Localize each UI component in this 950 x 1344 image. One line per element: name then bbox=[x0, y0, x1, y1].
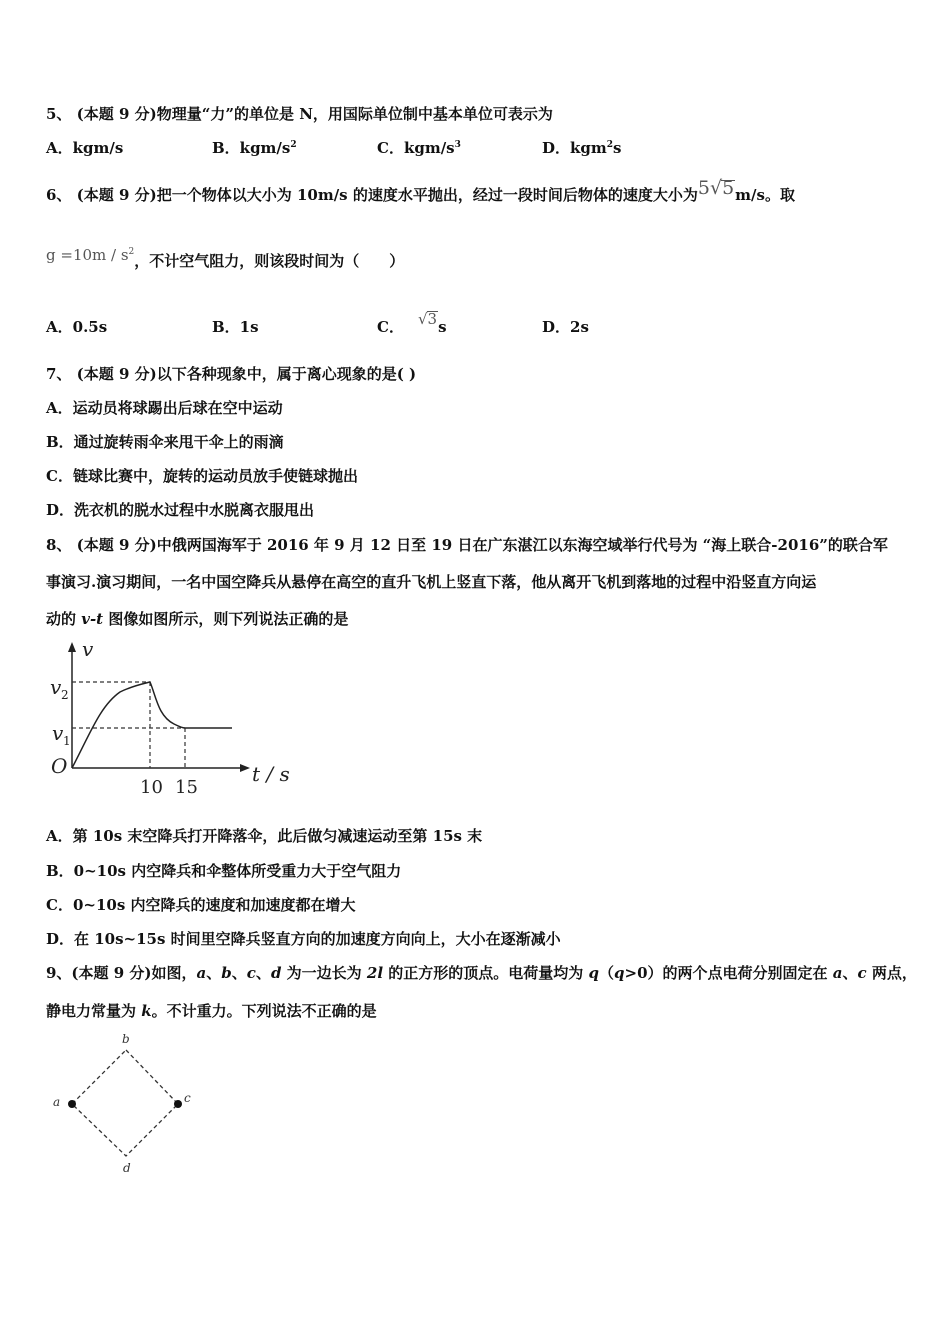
q6-sqrt-icon: √ bbox=[709, 177, 723, 199]
q5-option-d bbox=[542, 137, 621, 158]
q5-option-b-exponent: 2 bbox=[290, 140, 297, 150]
q9-label-a: a bbox=[53, 1095, 61, 1109]
q5-option-b bbox=[212, 137, 297, 158]
q9-label-b: b bbox=[122, 1032, 130, 1046]
q5-option-d-exponent: 2 bbox=[606, 140, 614, 150]
q6-speed-radicand: 5 bbox=[722, 177, 735, 199]
q9-label-c: c bbox=[184, 1091, 191, 1105]
q8-graph-tick-10: 10 bbox=[140, 777, 163, 798]
q8-graph-v1-subscript: 1 bbox=[63, 734, 71, 748]
q6-option-c-label: C． bbox=[377, 318, 404, 336]
q6-option-b: B．1s bbox=[212, 318, 259, 336]
q6-stem-line2-text: ，不计空气阻力，则该段时间为（ ） bbox=[134, 252, 405, 270]
q6-speed-coefficient: 5 bbox=[697, 177, 710, 199]
q6-stem-line2 bbox=[46, 246, 405, 271]
q8-graph-v2-subscript: 2 bbox=[61, 688, 69, 702]
q5-option-b-text: B．kgm/s bbox=[212, 139, 291, 157]
q7-stem: 7、 (本题 9 分)以下各种现象中，属于离心现象的是( ) bbox=[46, 365, 417, 383]
q9-stem-line2: 静电力常量为 k。不计重力。下列说法不正确的是 bbox=[46, 1002, 377, 1020]
q7-option-c: C．链球比赛中，旋转的运动员放手使链球抛出 bbox=[46, 467, 358, 485]
q7-option-b: B．通过旋转雨伞来甩干伞上的雨滴 bbox=[46, 433, 284, 451]
q6-stem bbox=[46, 177, 795, 205]
q6-option-d: D．2s bbox=[542, 318, 589, 336]
q6-option-c-unit: s bbox=[438, 318, 447, 336]
q6-option-c-sqrt-icon: √ bbox=[417, 310, 428, 328]
q6-stem-suffix: 。取 bbox=[764, 186, 795, 204]
q8-graph-y-label: v bbox=[82, 637, 94, 661]
q9-square-figure bbox=[44, 1028, 204, 1178]
q8-option-b: B．0~10s 内空降兵和伞整体所受重力大于空气阻力 bbox=[46, 862, 402, 880]
q6-option-c-radicand: 3 bbox=[427, 310, 438, 328]
q6-stem-text: 6、 (本题 9 分)把一个物体以大小为 10m/s 的速度水平抛出，经过一段时间后物体的速度大小为 bbox=[46, 186, 698, 204]
q5-stem: 5、 (本题 9 分)物理量“力”的单位是 N，用国际单位制中基本单位可表示为 bbox=[46, 105, 553, 123]
q8-graph-v1-label: v bbox=[52, 721, 64, 745]
q5-option-c-text: C．kgm/s bbox=[377, 139, 455, 157]
q6-option-a: A．0.5s bbox=[46, 318, 108, 336]
q6-option-c bbox=[377, 310, 447, 337]
q8-stem-line1: 8、 (本题 9 分)中俄两国海军于 2016 年 9 月 12 日至 19 日在广东湛江以东海空域举行代号为 “海上联合-2016”的联合军 bbox=[46, 536, 888, 554]
q8-graph-origin-label: O bbox=[51, 754, 68, 778]
q5-option-d-suffix: s bbox=[613, 139, 622, 157]
q8-option-d: D．在 10s~15s 时间里空降兵竖直方向的加速度方向向上，大小在逐渐减小 bbox=[46, 930, 561, 948]
q8-stem-line2: 事演习.演习期间，一名中国空降兵从悬停在高空的直升飞机上竖直下落，他从离开飞机到落地的过程中沿竖直方向运 bbox=[46, 573, 817, 591]
q8-graph-y-arrow-icon bbox=[68, 642, 76, 652]
q9-stem-line1: 9、(本题 9 分)如图，a、b、c、d 为一边长为 2l 的正方形的顶点。电荷量均为 q（q>0）的两个点电荷分别固定在 a、c 两点， bbox=[46, 964, 917, 982]
q7-option-d: D．洗衣机的脱水过程中水脱离衣服甩出 bbox=[46, 501, 315, 519]
q8-graph-v2-label: v bbox=[50, 675, 62, 699]
q8-stem-line3: 动的 v-t 图像如图所示，则下列说法正确的是 bbox=[46, 610, 349, 628]
q8-graph-x-label: t / s bbox=[252, 762, 290, 786]
q8-graph-x-arrow-icon bbox=[240, 764, 250, 772]
q8-graph-curve bbox=[72, 682, 232, 768]
q5-option-a: A．kgm/s bbox=[46, 139, 124, 157]
q9-square bbox=[72, 1050, 178, 1156]
q8-option-c: C．0~10s 内空降兵的速度和加速度都在增大 bbox=[46, 896, 356, 914]
q8-vt-graph bbox=[40, 636, 290, 802]
q8-option-a: A．第 10s 末空降兵打开降落伞，此后做匀减速运动至第 15s 末 bbox=[46, 827, 483, 845]
q6-speed-unit: m/s bbox=[735, 186, 765, 204]
q5-option-c-exponent: 3 bbox=[454, 140, 461, 150]
q8-vt-label: v-t bbox=[81, 610, 104, 628]
q7-option-a: A．运动员将球踢出后球在空中运动 bbox=[46, 399, 283, 417]
q9-charge-a bbox=[68, 1100, 76, 1108]
q9-label-d: d bbox=[123, 1161, 131, 1175]
q9-charge-c bbox=[174, 1100, 182, 1108]
q5-option-d-text: D．kgm bbox=[542, 139, 607, 157]
q6-gravity-equation: $g =10m / s^2$ bbox=[46, 246, 135, 264]
q5-option-c bbox=[377, 137, 461, 158]
q8-graph-tick-15: 15 bbox=[175, 777, 198, 798]
